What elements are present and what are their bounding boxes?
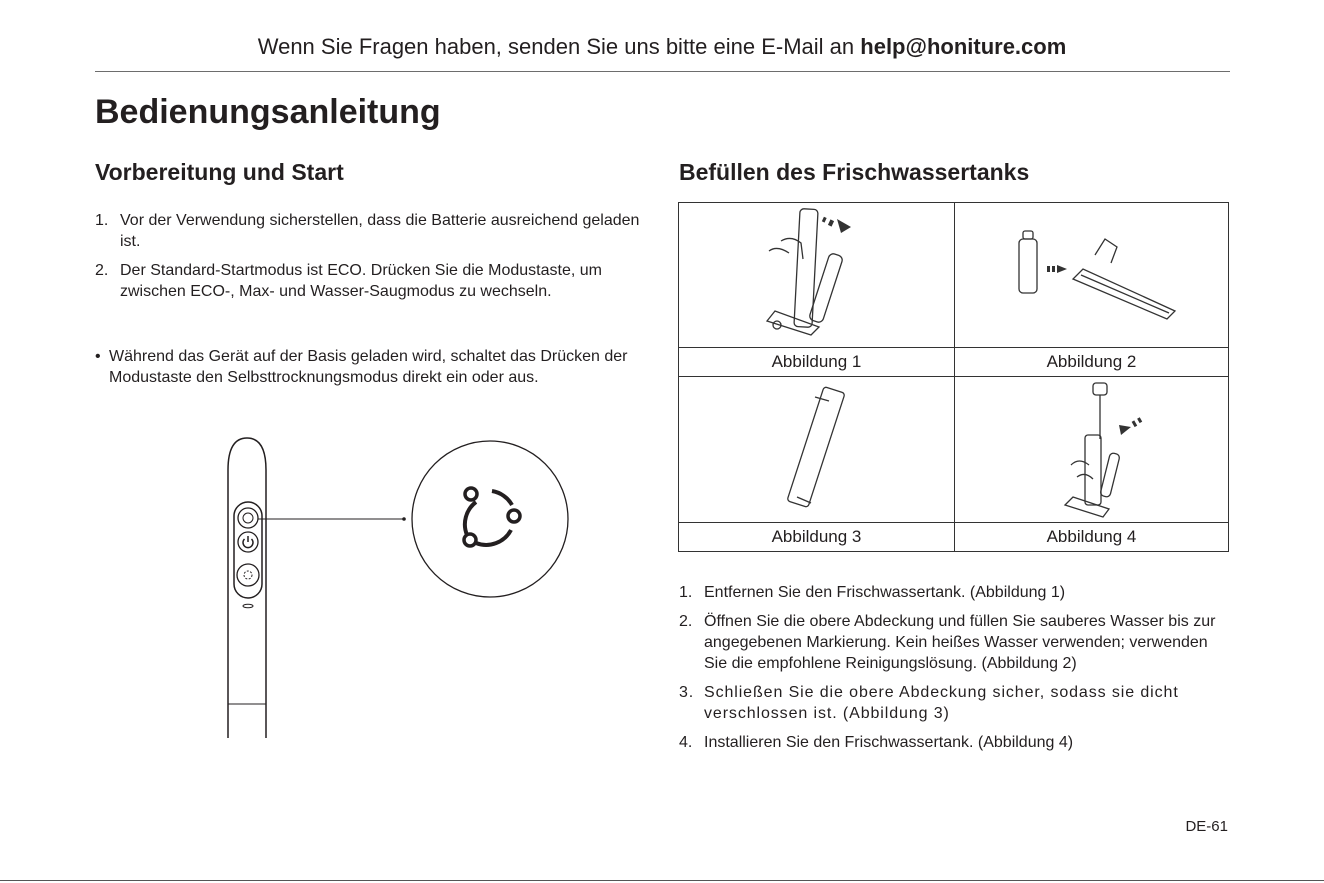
indicator-light [243, 604, 253, 608]
figure-caption: Abbildung 3 [771, 527, 862, 546]
zoom-circle [412, 441, 568, 597]
figure-caption: Abbildung 1 [771, 352, 862, 371]
page-title: Bedienungsanleitung [95, 93, 441, 131]
list-text: Vor der Verwendung sicherstellen, dass die Batterie ausreichend geladen ist. [120, 212, 640, 250]
figure-4-install-tank [955, 377, 1229, 522]
water-tank-steps [679, 582, 1229, 761]
charging-note [95, 346, 650, 396]
list-number: 1. [95, 212, 109, 229]
header-text: Wenn Sie Fragen haben, senden Sie uns bitte eine E-Mail an [257, 34, 855, 59]
list-item [95, 260, 650, 302]
list-item [679, 682, 1229, 724]
list-number: 2. [95, 262, 109, 279]
self-clean-icon [244, 571, 252, 579]
header-divider [95, 71, 1230, 72]
section-heading-preparation: Vorbereitung und Start [95, 159, 344, 185]
list-number: 4. [679, 734, 693, 751]
list-item [95, 210, 650, 252]
bullet-icon: • [95, 348, 101, 365]
list-text: Entfernen Sie den Frischwassertank. (Abbildung 1) [704, 584, 1066, 601]
list-item [679, 582, 1229, 603]
section-heading-water-tank: Befüllen des Frischwassertanks [679, 159, 1030, 185]
figure-1-remove-tank [679, 203, 954, 347]
list-text: Schließen Sie die obere Abdeckung sicher, sodass sie dicht verschlossen ist. (Abbildung 3) [704, 684, 1179, 722]
handle-outline [228, 438, 266, 738]
list-item [679, 732, 1229, 753]
mode-button[interactable] [238, 508, 258, 528]
figure-2-fill-water [955, 203, 1229, 347]
figure-grid [678, 202, 1229, 552]
list-text: Der Standard-Startmodus ist ECO. Drücken Sie die Modustaste, um zwischen ECO-, Max- und Wasser-Saugmodus zu wechseln. [120, 262, 602, 300]
bottom-divider [0, 880, 1324, 881]
list-item [679, 611, 1229, 674]
list-number: 3. [679, 684, 695, 701]
power-button[interactable] [238, 532, 258, 552]
page-number: DE-61 [1185, 818, 1228, 835]
mode-cycle-icon [464, 488, 520, 546]
self-clean-button[interactable] [237, 564, 259, 586]
list-text: Installieren Sie den Frischwassertank. (Abbildung 4) [704, 734, 1074, 751]
list-item [95, 346, 650, 388]
handle-illustration [220, 430, 620, 750]
figure-caption: Abbildung 2 [1046, 352, 1137, 371]
list-number: 2. [679, 613, 693, 630]
preparation-steps [95, 210, 650, 310]
header-email-link[interactable]: help@honiture.com [860, 34, 1067, 59]
callout-dot [402, 517, 406, 521]
figure-3-close-cover [679, 377, 954, 522]
mode-cycle-icon [243, 513, 253, 523]
page-header [95, 30, 1229, 64]
figure-caption: Abbildung 4 [1046, 527, 1137, 546]
list-text: Öffnen Sie die obere Abdeckung und füllen Sie sauberes Wasser bis zur angegebenen Markierung. Kein heißes Wasser verwenden; verwenden Sie die empfohlene Reinigungslösung. (Abbildung 2) [704, 613, 1216, 672]
list-number: 1. [679, 584, 693, 601]
list-text: Während das Gerät auf der Basis geladen wird, schaltet das Drücken der Modustaste den Selbsttrocknungsmodus direkt ein oder aus. [109, 348, 628, 386]
